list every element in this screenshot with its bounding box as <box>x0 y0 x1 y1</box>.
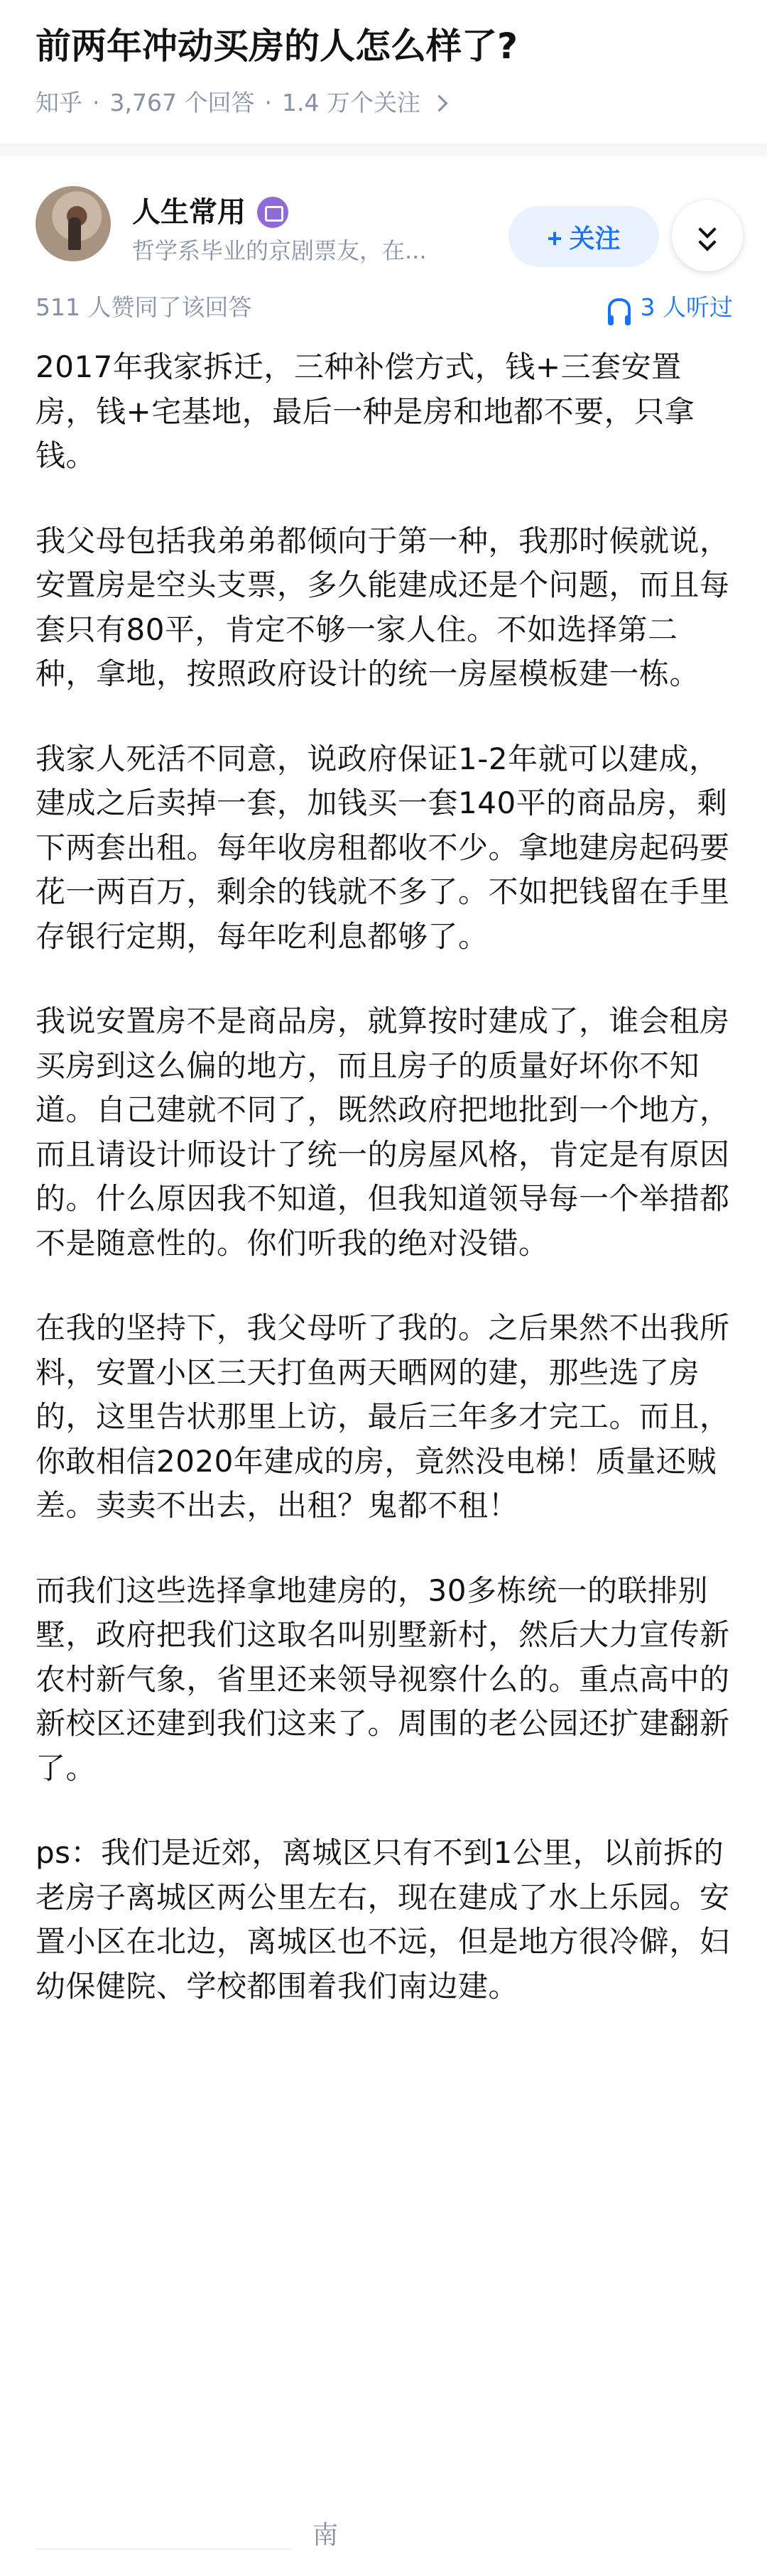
meta-separator: · <box>92 89 100 116</box>
answer-paragraph: ps：我们是近郊，离城区只有不到1公里，以前拆的老房子离城区两公里左右，现在建成了水上乐园。安置小区在北边，离城区也不远，但是地方很冷僻，妇幼保健院、学校都围着我们南边建。 <box>36 1835 730 2004</box>
headphone-icon <box>608 298 631 317</box>
truncated-line <box>36 2548 291 2550</box>
expand-button[interactable] <box>672 200 743 271</box>
follower-count: 1.4 万个关注 <box>281 89 420 116</box>
chevron-down-icon <box>698 233 716 251</box>
like-count: 511 人赞同了该回答 <box>36 293 252 321</box>
section-divider <box>0 143 767 156</box>
creator-badge-icon <box>257 197 288 228</box>
question-meta[interactable] <box>36 87 731 119</box>
answer-content <box>0 345 767 2009</box>
source-label: 知乎 <box>36 89 82 116</box>
answer-paragraph: 我说安置房不是商品房，就算按时建成了，谁会租房买房到这么偏的地方，而且房子的质量好坏你不知道。自己建就不同了，既然政府把地批到一个地方，而且请设计师设计了统一的房屋风格，肯定是有原因的。什么原因我不知道，但我知道领导每一个举措都不是随意性的。你们听我的绝对没错。 <box>36 1004 730 1261</box>
answer-stats <box>0 276 767 339</box>
author-description: 哲学系毕业的京剧票友，在... <box>132 237 427 264</box>
meta-separator: · <box>264 89 272 116</box>
chevron-right-icon <box>430 94 447 112</box>
truncated-text: 南 <box>312 2521 339 2550</box>
listen-button[interactable] <box>608 291 734 324</box>
follow-button[interactable]: + 关注 <box>508 206 659 267</box>
avatar[interactable] <box>36 186 111 261</box>
listener-count: 3 人听过 <box>640 293 733 321</box>
answer-paragraph: 在我的坚持下，我父母听了我的。之后果然不出我所料，安置小区三天打鱼两天晒网的建，那些选了房的，这里告状那里上访，最后三年多才完工。而且，你敢相信2020年建成的房，竟然没电梯！质量还贼差。卖卖不出去，出租？鬼都不租！ <box>36 1310 730 1523</box>
answer-paragraph: 2017年我家拆迁，三种补偿方式，钱+三套安置房，钱+宅基地，最后一种是房和地都不要，只拿钱。 <box>36 349 695 473</box>
author-name-row[interactable] <box>132 195 288 230</box>
author-row <box>0 156 767 263</box>
answer-paragraph: 我家人死活不同意，说政府保证1-2年就可以建成，建成之后卖掉一套，加钱买一套140平的商品房，剩下两套出租。每年收房租都收不少。拿地建房起码要花一两百万，剩余的钱就不多了。不如把钱留在手里存银行定期，每年吃利息都够了。 <box>36 741 730 954</box>
question-title[interactable]: 前两年冲动买房的人怎么样了? <box>36 26 518 67</box>
answer-paragraph: 我父母包括我弟弟都倾向于第一种，我那时候就说，安置房是空头支票，多久能建成还是个问题，而且每套只有80平，肯定不够一家人住。不如选择第二种，拿地，按照政府设计的统一房屋模板建一栋。 <box>36 523 730 691</box>
question-header <box>0 0 767 119</box>
avatar-figure <box>68 217 81 250</box>
answer-count: 3,767 个回答 <box>109 89 255 116</box>
author-name: 人生常用 <box>132 196 246 229</box>
answer-paragraph: 而我们这些选择拿地建房的，30多栋统一的联排别墅，政府把我们这取名叫别墅新村，然后大力宣传新农村新气象，省里还来领导视察什么的。重点高中的新校区还建到我们这来了。周围的老公园还扩建翻新了。 <box>36 1572 730 1786</box>
